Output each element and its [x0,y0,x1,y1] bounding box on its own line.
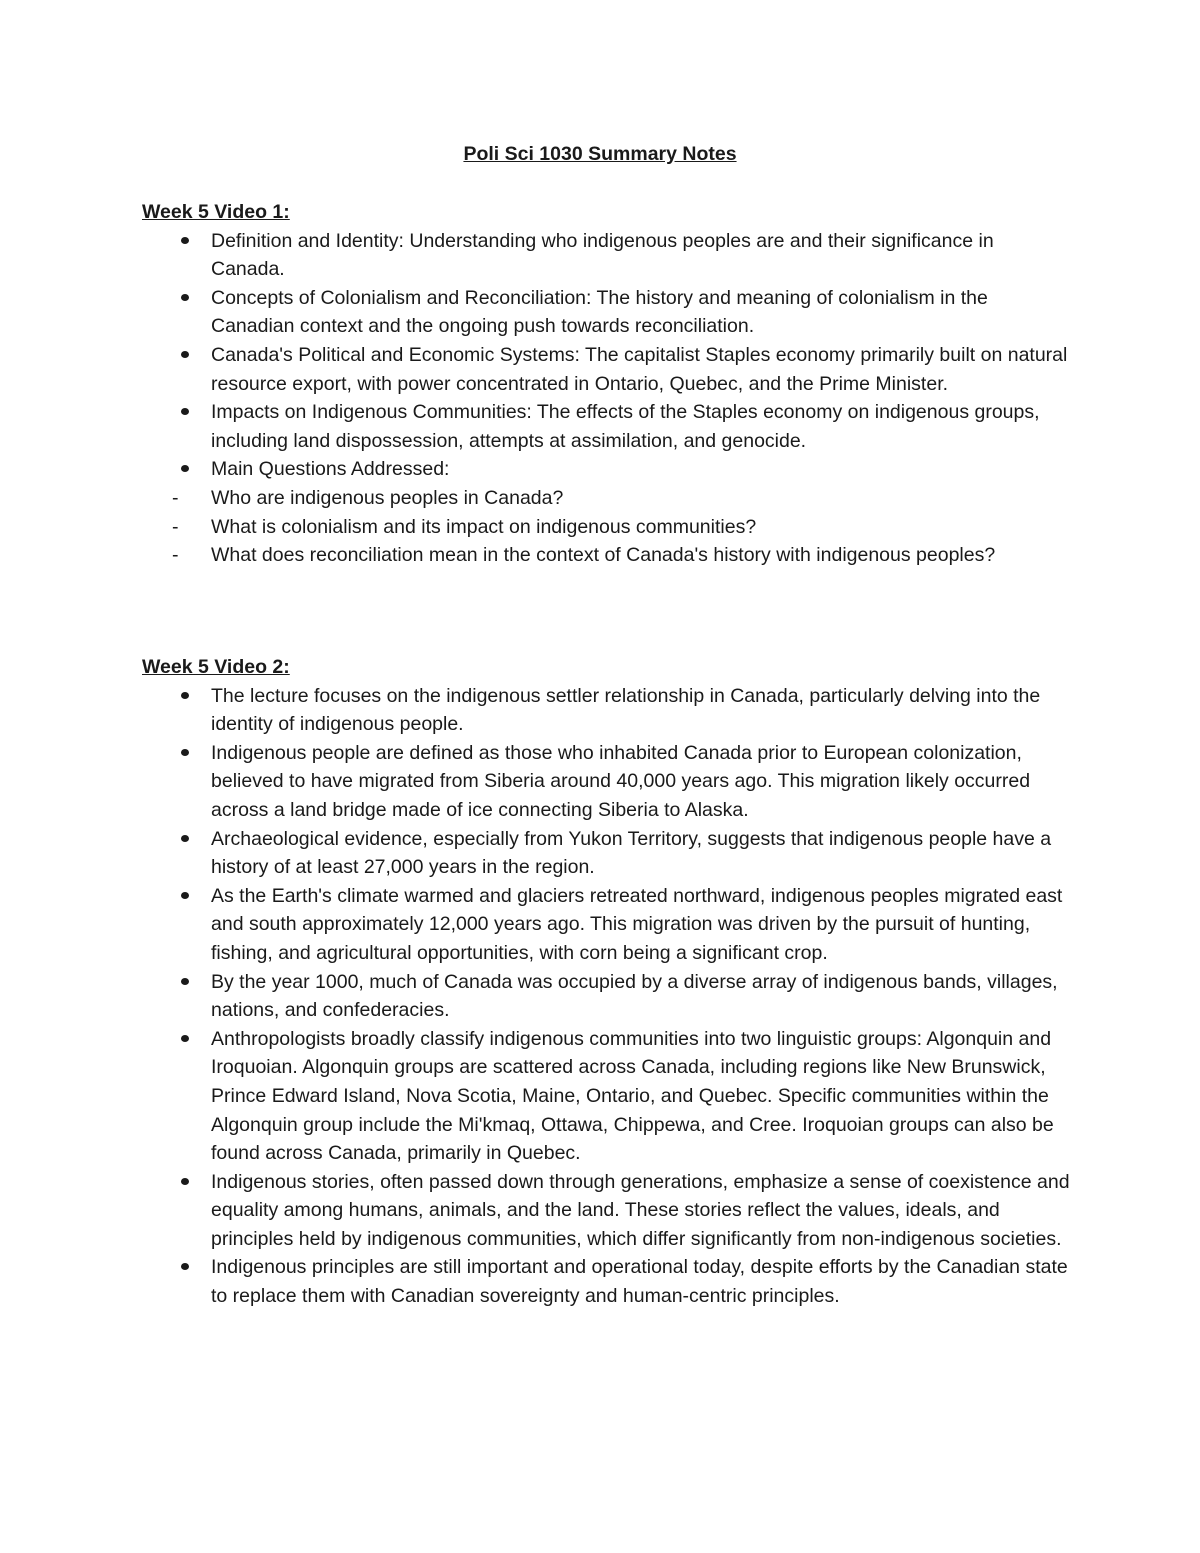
section-week5-video1 [142,198,1072,570]
list-item [142,968,1072,1025]
list-item-text: Impacts on Indigenous Communities: The effects of the Staples economy on indigenous groups, including land dispossession, attempts at assimilation, and genocide. [211,401,1040,452]
list-item-text: By the year 1000, much of Canada was occupied by a diverse array of indigenous bands, villages, nations, and confederacies. [211,970,1058,1022]
list-item-text: Who are indigenous peoples in Canada? [211,486,564,509]
list-item-text: Archaeological evidence, especially from Yukon Territory, suggests that indigenous people have a history of at least 27,000 years in the region. [211,827,1052,879]
list-item-text: Canada's Political and Economic Systems: The capitalist Staples economy primarily built on natural resource export, with power concentrated in Ontario, Quebec, and the Prime Minister. [211,343,1068,395]
notes-list [142,682,1072,1311]
list-item-text: Definition and Identity: Understanding who indigenous peoples are and their significance in Canada. [211,229,994,281]
list-item [142,284,1072,341]
section-week5-video2 [142,653,1072,1311]
list-item-text: Main Questions Addressed: [211,458,450,481]
list-item-text: Anthropologists broadly classify indigenous communities into two linguistic groups: Algonquin and Iroquoian. Algonquin groups are scattered across Canada, including regions like New Brunswick, Prince Edward Island, Nova Scotia, Maine, Ontario, and Quebec. Specific communities within the Algonquin group include the Mi'kmaq, Ottawa, Chippewa, and Cree. Iroquoian groups can also be found across Canada, primarily in Quebec. [211,1027,1054,1165]
list-item-text: Indigenous stories, often passed down through generations, emphasize a sense of coexistence and equality among humans, animals, and the land. These stories reflect the values, ideals, and principles held by indigenous communities, which differ significantly from non-indigenous societies. [211,1170,1070,1250]
list-item [142,541,1072,570]
list-item [142,398,1072,455]
list-item-text: Concepts of Colonialism and Reconciliation: The history and meaning of colonialism in the Canadian context and the ongoing push towards reconciliation. [211,286,988,338]
list-item [142,484,1072,513]
section-heading: Week 5 Video 1: [142,201,290,223]
list-item [142,882,1072,968]
list-item [142,825,1072,882]
list-item [142,739,1072,825]
document-title: Poli Sci 1030 Summary Notes [463,143,737,165]
list-item [142,227,1072,284]
list-item [142,513,1072,542]
list-item-text: What does reconciliation mean in the context of Canada's history with indigenous peoples? [211,544,996,567]
list-item [142,455,1072,484]
list-item-text: Indigenous principles are still important and operational today, despite efforts by the Canadian state to replace them with Canadian sovereignty and human-centric principles. [211,1256,1068,1308]
list-item [142,1253,1072,1310]
list-item [142,1025,1072,1168]
list-item-text: Indigenous people are defined as those who inhabited Canada prior to European colonization, believed to have migrated from Siberia around 40,000 years ago. This migration likely occurred across a land bridge made of ice connecting Siberia to Alaska. [211,741,1031,821]
list-item [142,341,1072,398]
list-item [142,682,1072,739]
list-item-text: As the Earth's climate warmed and glaciers retreated northward, indigenous peoples migrated east and south approximately 12,000 years ago. This migration was driven by the pursuit of hunting, fishing, and agricultural opportunities, with corn being a significant crop. [211,884,1063,964]
list-item-text: The lecture focuses on the indigenous settler relationship in Canada, particularly delving into the identity of indigenous people. [211,684,1041,736]
section-heading: Week 5 Video 2: [142,656,290,678]
notes-list [142,227,1072,570]
list-item-text: What is colonialism and its impact on indigenous communities? [211,515,757,538]
list-item [142,1168,1072,1254]
